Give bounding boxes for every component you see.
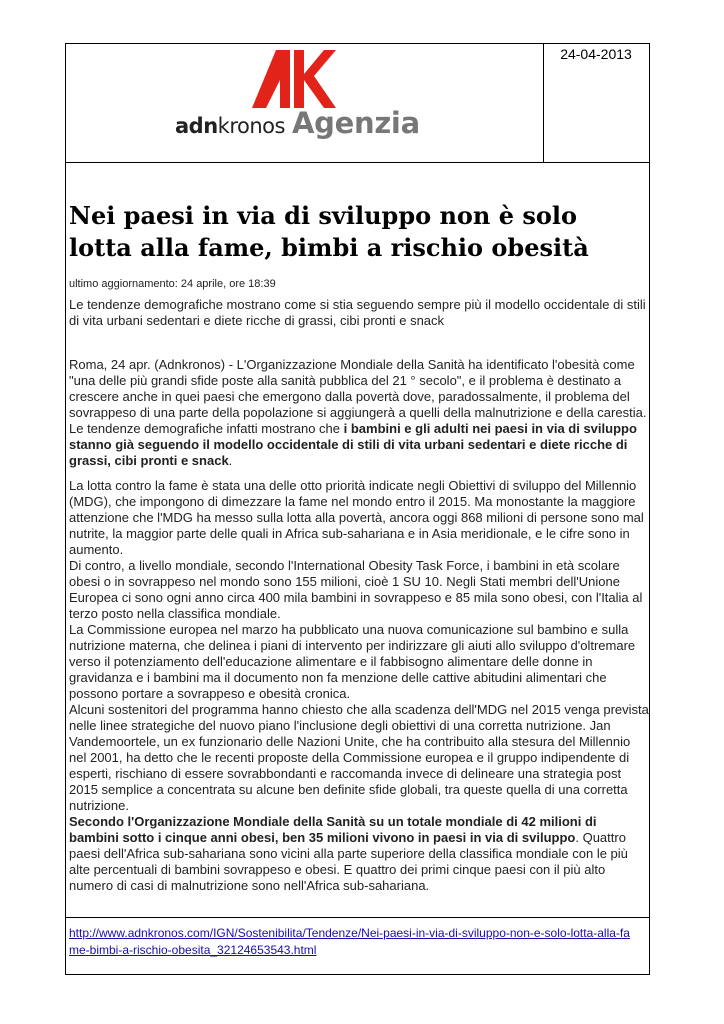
article-summary: Le tendenze demografiche mostrano come si stia seguendo sempre più il modello occidentale di stili di vita urbani sedentari e diete ricche di grassi, cibi pronti e snack: [69, 297, 646, 328]
publication-date: 24-04-2013: [560, 46, 632, 62]
logo-brand-bold: adn: [175, 114, 218, 138]
paragraph-1-bold: i bambini e gli adulti nei paesi in via di sviluppo stanno già seguendo il modello occidentale di stili di vita urbani sedentari e diete ricche di grassi, cibi pronti e snack: [69, 421, 637, 468]
paragraph-1-end: .: [228, 453, 233, 468]
paragraph-6-bold: Secondo l'Organizzazione Mondiale della Sanità su un totale mondiale di 42 milioni di bambini sotto i cinque anni obesi, ben 35 milioni vivono in paesi in via di sviluppo: [69, 814, 597, 845]
paragraph-5: Alcuni sostenitori del programma hanno chiesto che alla scadenza dell'MDG nel 2015 venga prevista nelle linee strategiche del nuovo piano l'inclusione degli obiettivi di una corretta nutrizione. Jan Vandemoortele, un ex funzionario delle Nazioni Unite, che ha contribuito alla stesura del Millennio nel 2001, ha detto che le recenti proposte della Commissione europea e il gruppo indipendente di esperti, rischiano di essere sovrabbondanti e raccomanda invece di delineare una strategia post 2015 semplice a concentrata su alcune ben definite sfide globali, tra queste quella di una corretta nutrizione.: [69, 702, 649, 813]
article-headline: Nei paesi in via di sviluppo non è solo lotta alla fame, bimbi a rischio obesità: [69, 201, 589, 262]
source-url-link[interactable]: http://www.adnkronos.com/IGN/Sostenibilita/Tendenze/Nei-paesi-in-via-di-sviluppo-non-e-solo-lotta-alla-fame-bimbi-a-rischio-obesita_32124653543.html: [69, 926, 630, 957]
paragraph-2: La lotta contro la fame è stata una delle otto priorità indicate negli Obiettivi di sviluppo del Millennio (MDG), che impongono di dimezzare la fame nel mondo entro il 2015. Ma monostante la maggiore attenzione che l'MDG ha messo sulla lotta alla povertà, ancora oggi 868 milioni di persone sono mal nutrite, la maggior parte delle quali in Africa sub-sahariana e in Asia meridionale, e le cifre sono in aumento.: [69, 478, 644, 557]
adnkronos-logo-mark: [246, 48, 336, 115]
logo-brand-regular: kronos: [217, 114, 285, 138]
adnkronos-logo-text: [175, 106, 420, 140]
last-updated: ultimo aggiornamento: 24 aprile, ore 18:39: [69, 278, 276, 290]
paragraph-1-text: Roma, 24 apr. (Adnkronos) - L'Organizzazione Mondiale della Sanità ha identificato l'obesità come "una delle più grandi sfide poste alla sanità pubblica del 21 ° secolo", e il problema è destinato a crescere anche in quei paesi che emergono dalla povertà dove, paradossalmente, il problema del sovrappeso di una parte della popolazione si aggiungerà a quelli della malnutrizione e della carestia. Le tendenze demografiche infatti mostrano che: [69, 357, 647, 436]
article-body: [69, 357, 649, 894]
paragraph-4: La Commissione europea nel marzo ha pubblicato una nuova comunicazione sul bambino e sulla nutrizione materna, che delinea i piani di intervento per indirizzare gli aiuti allo sviluppo d'oltremare verso il potenziamento dell'educazione alimentare e il fabbisogno alimentare delle donne in gravidanza e i bambini ma il documento non fa menzione delle cattive abitudini alimentari che possono portare a sovrappeso e obesità cronica.: [69, 622, 636, 701]
footer-divider: [65, 917, 650, 918]
paragraph-3: Di contro, a livello mondiale, secondo l'International Obesity Task Force, i bambini in età scolare obesi o in sovrappeso nel mondo sono 155 milioni, cioè 1 SU 10. Negli Stati membri dell'Unione Europea ci sono ogni anno circa 400 mila bambini in sovrappeso e 85 mila sono obesi, con l'Italia al terzo posto nella classifica mondiale.: [69, 558, 643, 621]
paragraph-6: [69, 814, 649, 894]
paragraph-6-text: . Quattro paesi dell'Africa sub-sahariana sono vicini alla parte superiore della classifica mondiale con le più alte percentuali di bambini sovrappeso e obesi. E quattro dei primi cinque paesi con il più alto numero di casi di malnutrizione sono nell'Africa sub-sahariana.: [69, 830, 628, 893]
paragraph-1: [69, 357, 649, 469]
header-divider: [65, 162, 650, 163]
logo-agency: Agenzia: [292, 106, 420, 140]
